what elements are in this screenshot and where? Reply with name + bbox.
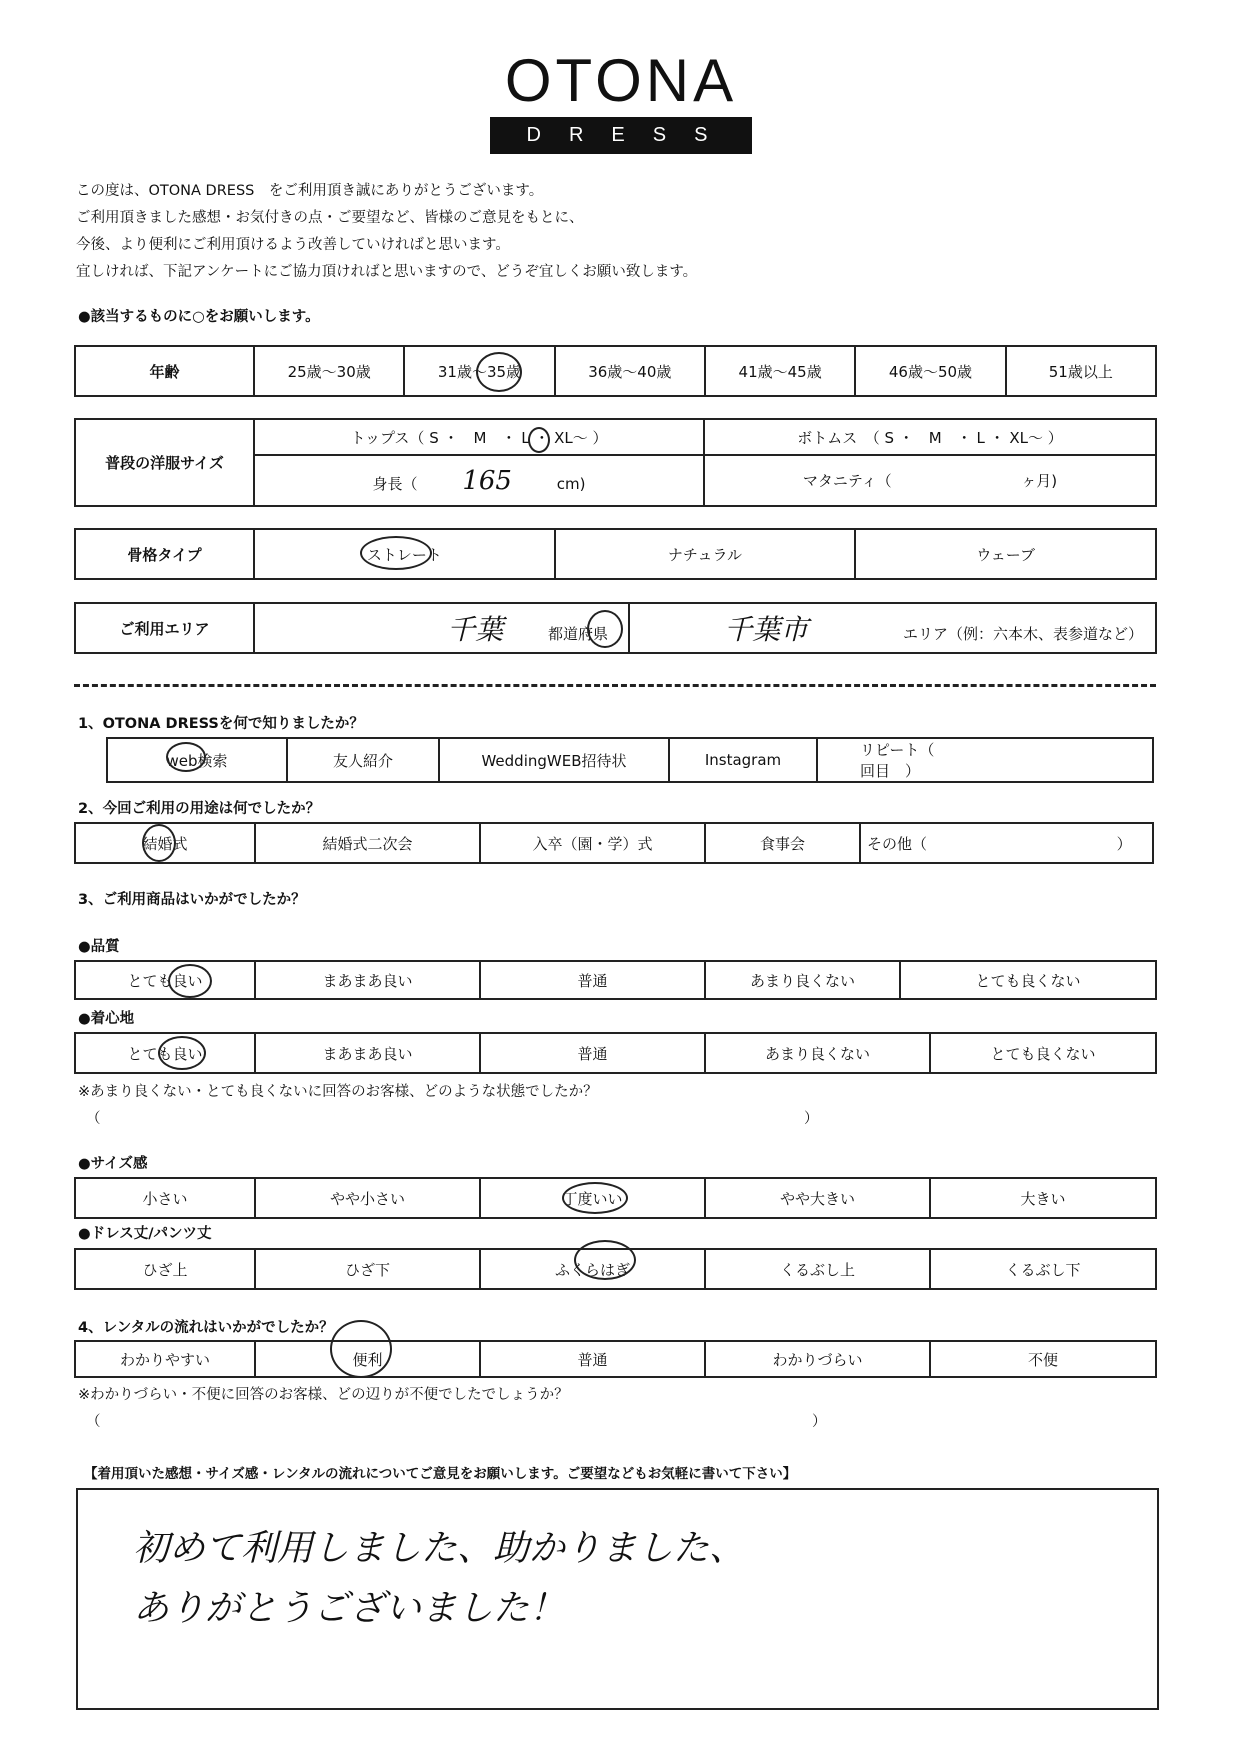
- other-close: ）: [1116, 834, 1132, 853]
- comment-title: 【着用頂いた感想・サイズ感・レンタルの流れについてご意見をお願いします。ご要望などもお気軽に書いて下さい】: [84, 1466, 797, 1482]
- divider: [74, 684, 1156, 687]
- section-instruction: ●該当するものに○をお願いします。: [78, 309, 320, 325]
- length-option[interactable]: ひざ下: [255, 1249, 480, 1289]
- q4-option[interactable]: わかりやすい: [75, 1341, 255, 1377]
- intro-line: 今後、より便利にご利用頂けるよう改善していければと思います。: [76, 237, 510, 253]
- skeleton-option[interactable]: ストレート: [254, 529, 555, 579]
- selection-circle: [330, 1320, 392, 1378]
- age-option[interactable]: 46歳～50歳: [855, 346, 1005, 396]
- prefecture-value: 千葉: [447, 613, 504, 646]
- size-feel-option[interactable]: やや小さい: [255, 1178, 480, 1218]
- intro-line: ご利用頂きました感想・お気付きの点・ご要望など、皆様のご意見をもとに、: [76, 210, 584, 226]
- q2-option[interactable]: 食事会: [705, 823, 860, 863]
- q4-option[interactable]: わかりづらい: [705, 1341, 930, 1377]
- comment-line: 初めて利用しました、助かりました、: [133, 1528, 746, 1569]
- length-option[interactable]: くるぶし上: [705, 1249, 930, 1289]
- quality-option[interactable]: まあまあ良い: [255, 961, 480, 999]
- age-option[interactable]: 51歳以上: [1006, 346, 1156, 396]
- comfort-option[interactable]: あまり良くない: [705, 1033, 930, 1073]
- repeat-unit: 回目 ）: [860, 762, 921, 780]
- brand-logo: OTONA: [504, 47, 738, 114]
- q1-option-repeat[interactable]: [817, 738, 1153, 782]
- size-table: [74, 418, 1157, 507]
- size-feel-option[interactable]: やや大きい: [705, 1178, 930, 1218]
- maternity-label: マタニティ（: [802, 472, 892, 491]
- maternity-unit: ヶ月): [1021, 472, 1058, 491]
- q4-option[interactable]: 便利: [255, 1341, 480, 1377]
- height-label: 身長（: [372, 474, 418, 493]
- size-feel-option[interactable]: 大きい: [930, 1178, 1156, 1218]
- q4-paren-open: （: [86, 1414, 101, 1430]
- q2-table: [74, 822, 1154, 864]
- comfort-option[interactable]: とても良い: [75, 1033, 255, 1073]
- comfort-option[interactable]: 普通: [480, 1033, 705, 1073]
- age-table: [74, 345, 1157, 397]
- tops-size-option[interactable]: トップス（ S ・ M ・ L ・ XL～ ）: [254, 419, 704, 455]
- selection-circle: [360, 536, 432, 570]
- selection-circle: [158, 1036, 206, 1070]
- comfort-option[interactable]: まあまあ良い: [255, 1033, 480, 1073]
- age-option[interactable]: 31歳～35歳: [404, 346, 554, 396]
- brand-subtitle: DRESS: [490, 117, 752, 154]
- height-field[interactable]: [254, 455, 704, 506]
- area-suffix: エリア（例：六本木、表参道など）: [902, 625, 1143, 643]
- prefecture-field[interactable]: [254, 603, 629, 653]
- q1-option[interactable]: web検索: [107, 738, 287, 782]
- size-feel-label: ●サイズ感: [78, 1156, 148, 1172]
- selection-circle: [528, 427, 550, 453]
- area-label: ご利用エリア: [75, 603, 254, 653]
- q2-option[interactable]: 入卒（園・学）式: [480, 823, 705, 863]
- q4-table: [74, 1340, 1157, 1378]
- selection-circle: [166, 742, 206, 772]
- size-feel-option[interactable]: 小さい: [75, 1178, 255, 1218]
- length-option[interactable]: ひざ上: [75, 1249, 255, 1289]
- comfort-table: [74, 1032, 1157, 1074]
- length-option[interactable]: ふくらはぎ: [480, 1249, 705, 1289]
- selection-circle: [574, 1240, 636, 1280]
- age-option[interactable]: 25歳～30歳: [254, 346, 404, 396]
- q4-option[interactable]: 不便: [930, 1341, 1156, 1377]
- q2-option[interactable]: 結婚式: [75, 823, 255, 863]
- q1-table: [106, 737, 1154, 783]
- selection-circle: [168, 964, 212, 998]
- selection-circle: [562, 1182, 628, 1214]
- q2-title: 2、今回ご利用の用途は何でしたか？: [78, 801, 321, 817]
- selection-circle: [142, 824, 176, 862]
- repeat-label: リピート（: [860, 741, 935, 759]
- size-feel-option[interactable]: 丁度いい: [480, 1178, 705, 1218]
- skeleton-label: 骨格タイプ: [75, 529, 254, 579]
- q2-option-other[interactable]: [860, 823, 1153, 863]
- age-label: 年齢: [75, 346, 254, 396]
- quality-label: ●品質: [78, 939, 120, 955]
- quality-option[interactable]: とても良い: [75, 961, 255, 999]
- q2-option[interactable]: 結婚式二次会: [255, 823, 480, 863]
- skeleton-option[interactable]: ナチュラル: [555, 529, 856, 579]
- comment-box[interactable]: [76, 1488, 1159, 1710]
- q1-option[interactable]: WeddingWEB招待状: [439, 738, 669, 782]
- comfort-paren-close: ）: [804, 1111, 819, 1127]
- maternity-field[interactable]: [704, 455, 1156, 506]
- other-label: その他（: [867, 834, 928, 853]
- age-option[interactable]: 41歳～45歳: [705, 346, 855, 396]
- comfort-note: ※あまり良くない・とても良くないに回答のお客様、どのような状態でしたか？: [78, 1084, 598, 1100]
- q3-title: 3、ご利用商品はいかがでしたか？: [78, 892, 306, 908]
- comfort-option[interactable]: とても良くない: [930, 1033, 1156, 1073]
- q4-option[interactable]: 普通: [480, 1341, 705, 1377]
- area-value: 千葉市: [724, 613, 809, 646]
- length-label: ●ドレス丈/パンツ丈: [78, 1226, 212, 1242]
- comment-line: ありがとうございました！: [133, 1588, 566, 1629]
- quality-option[interactable]: 普通: [480, 961, 705, 999]
- age-option[interactable]: 36歳～40歳: [555, 346, 705, 396]
- intro-line: この度は、OTONA DRESS をご利用頂き誠にありがとうございます。: [76, 183, 544, 199]
- q1-option[interactable]: Instagram: [669, 738, 817, 782]
- area-field[interactable]: [629, 603, 1156, 653]
- height-value: 165: [462, 465, 512, 496]
- quality-option[interactable]: あまり良くない: [705, 961, 900, 999]
- skeleton-table: [74, 528, 1157, 580]
- comfort-label: ●着心地: [78, 1011, 135, 1027]
- q4-title: 4、レンタルの流れはいかがでしたか？: [78, 1320, 334, 1336]
- selection-circle: [476, 352, 522, 392]
- height-unit: cm): [556, 474, 586, 493]
- q4-paren-close: ）: [812, 1414, 827, 1430]
- comfort-paren-open: （: [86, 1111, 101, 1127]
- q1-title: 1、OTONA DRESSを何で知りましたか？: [78, 716, 364, 732]
- prefecture-suffix: 都道府県: [547, 625, 608, 643]
- size-label: 普段の洋服サイズ: [75, 419, 254, 506]
- intro-text: [76, 178, 697, 286]
- intro-line: 宜しければ、下記アンケートにご協力頂ければと思いますので、どうぞ宜しくお願い致します。: [76, 264, 698, 280]
- bottoms-size-option[interactable]: ボトムス （ S ・ M ・ L ・ XL～ ）: [704, 419, 1156, 455]
- quality-option[interactable]: とても良くない: [900, 961, 1156, 999]
- q1-option[interactable]: 友人紹介: [287, 738, 439, 782]
- quality-table: [74, 960, 1157, 1000]
- q4-note: ※わかりづらい・不便に回答のお客様、どの辺りが不便でしたでしょうか？: [78, 1387, 569, 1403]
- length-option[interactable]: くるぶし下: [930, 1249, 1156, 1289]
- selection-circle: [587, 610, 623, 648]
- skeleton-option[interactable]: ウェーブ: [855, 529, 1156, 579]
